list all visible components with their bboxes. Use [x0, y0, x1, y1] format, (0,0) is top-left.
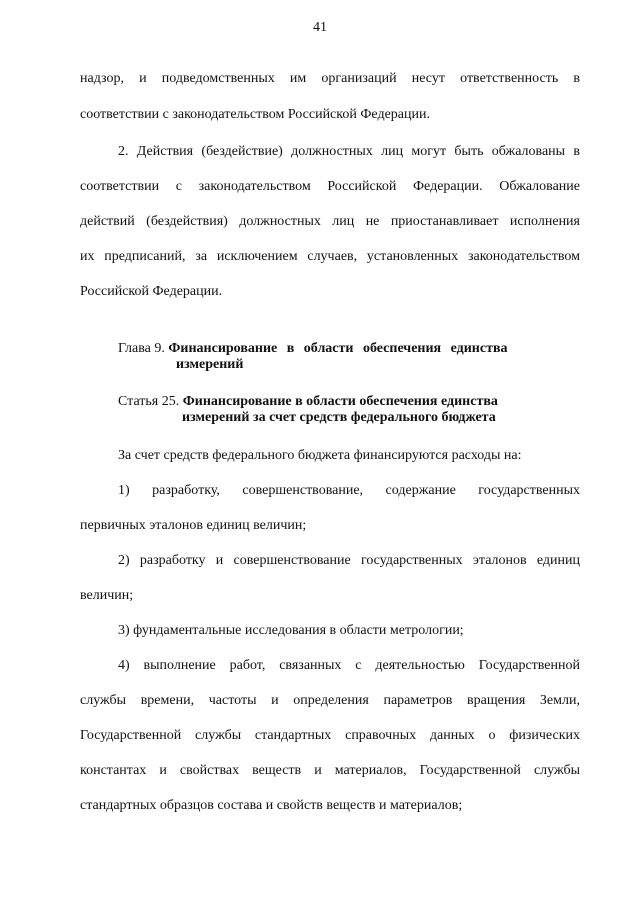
- list-item-line: 1) разработку, совершенствование, содержание государственных: [118, 483, 580, 498]
- article-title-continuation: измерений за счет средств федерального бюджета: [182, 410, 496, 425]
- paragraph-line: надзор, и подведомственных им организаций несут ответственность в: [80, 71, 580, 86]
- list-item-line: стандартных образцов состава и свойств веществ и материалов;: [80, 798, 463, 813]
- article-title: Финансирование в области обеспечения единства: [182, 394, 498, 409]
- paragraph-line: соответствии с законодательством Российской Федерации.: [80, 107, 430, 122]
- list-item-line: 4) выполнение работ, связанных с деятельностью Государственной: [118, 658, 580, 673]
- list-item-line: константах и свойствах веществ и материалов, Государственной службы: [80, 763, 580, 778]
- article-prefix: Статья 25.: [118, 394, 180, 409]
- paragraph-line: их предписаний, за исключением случаев, установленных законодательством: [80, 249, 580, 264]
- list-item-line: первичных эталонов единиц величин;: [80, 518, 307, 533]
- list-item-line: Государственной службы стандартных справочных данных о физических: [80, 728, 580, 743]
- list-item-line: 3) фундаментальные исследования в области метрологии;: [118, 623, 464, 638]
- chapter-title-continuation: измерений: [176, 357, 244, 372]
- list-item-line: службы времени, частоты и определения параметров вращения Земли,: [80, 693, 580, 708]
- paragraph-line: Российской Федерации.: [80, 284, 223, 299]
- page-number: 41: [313, 20, 327, 35]
- paragraph-line: соответствии с законодательством Российской Федерации. Обжалование: [80, 179, 580, 194]
- list-item-line: 2) разработку и совершенствование государственных эталонов единиц: [118, 553, 580, 568]
- paragraph-line: За счет средств федерального бюджета финансируются расходы на:: [118, 448, 522, 463]
- chapter-prefix: Глава 9.: [118, 341, 165, 356]
- paragraph-line: 2. Действия (бездействие) должностных лиц могут быть обжалованы в: [118, 144, 580, 159]
- list-item-line: величин;: [80, 588, 134, 603]
- chapter-title: Финансирование в области обеспечения единства: [168, 341, 508, 356]
- paragraph-line: действий (бездействия) должностных лиц не приостанавливает исполнения: [80, 214, 580, 229]
